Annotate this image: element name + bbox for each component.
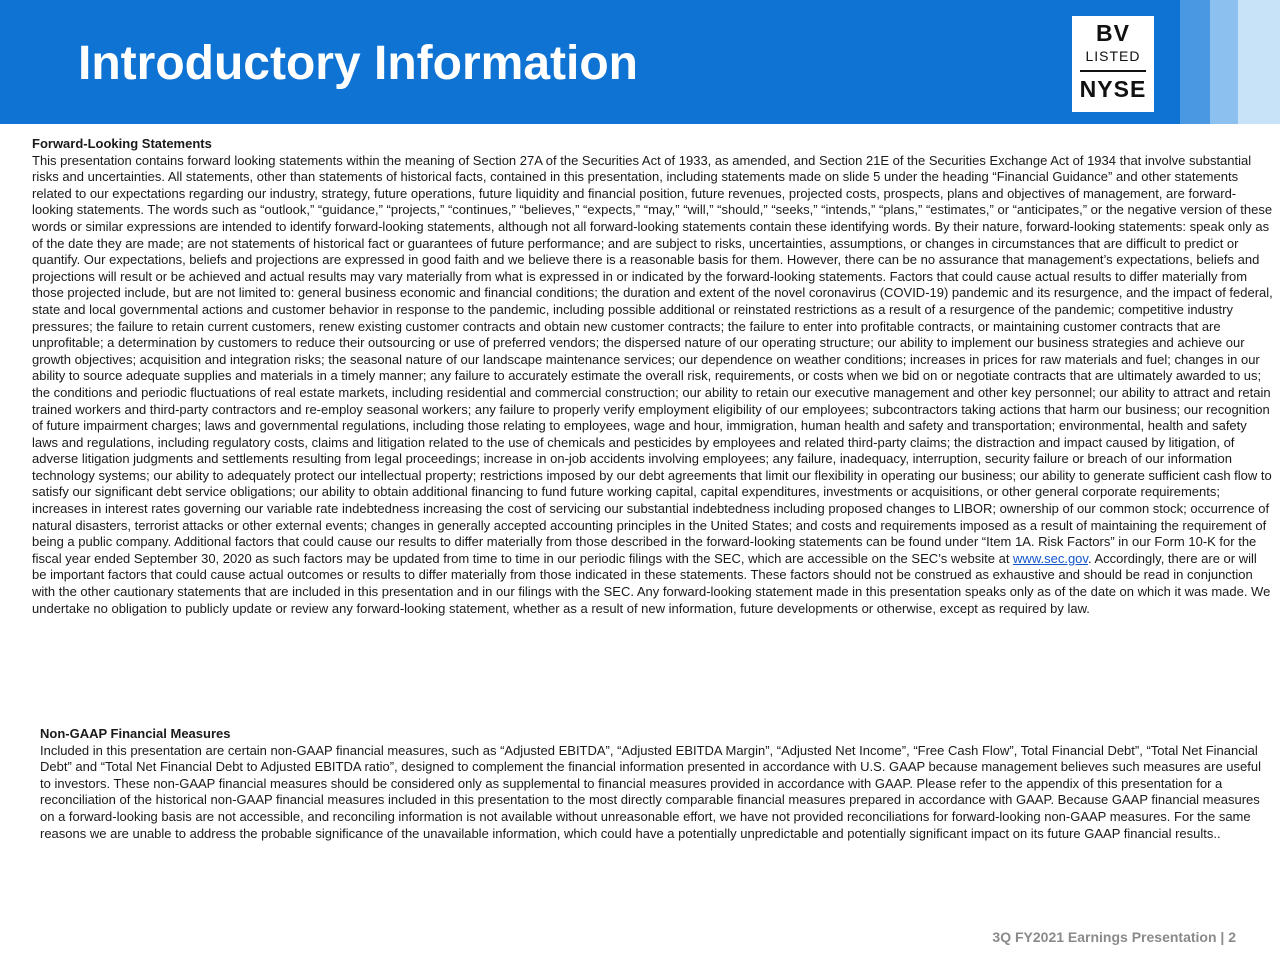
- logo-bv-text: BV: [1096, 20, 1130, 46]
- header-banner: [0, 0, 1280, 124]
- logo-nyse-text: NYSE: [1079, 76, 1147, 102]
- header-stripe-2: [1210, 0, 1238, 124]
- header-stripe-1: [1180, 0, 1210, 124]
- bv-nyse-logo: [1072, 16, 1154, 112]
- forward-looking-text-part2: . Accordingly, there are or will be important factors that could cause actual outcomes or results to differ materially from those indicated in these statements. These factors should not be construed as exhaustive and should be read in conjunction with the other cautionary statements that are included in this presentation and in our filings with the SEC. Any forward-looking statement made in this presentation speaks only as of the date on which it was made. We undertake no obligation to publicly update or review any forward-looking statement, whether as a result of new information, future developments or otherwise, except as required by law.: [32, 550, 1271, 616]
- sec-website-link[interactable]: www.sec.gov: [1013, 550, 1088, 566]
- non-gaap-body: Included in this presentation are certain non-GAAP financial measures, such as “Adjusted EBITDA”, “Adjusted EBITDA Margin”, “Adjusted Net Income”, “Free Cash Flow”, Total Financial Debt”, “Total Net Financial Debt” and “Total Net Financial Debt to Adjusted EBITDA ratio”, designed to complement the financial information presented in accordance with U.S. GAAP because management believes such measures are useful to investors. These non-GAAP financial measures should be considered only as supplemental to financial measures provided in accordance with GAAP. Please refer to the appendix of this presentation for a reconciliation of the historical non-GAAP financial measures included in this presentation to the most directly comparable financial measures prepared in accordance with GAAP. Because GAAP financial measures on a forward-looking basis are not accessible, and reconciling information is not available without unreasonable effort, we have not provided reconciliations for forward-looking non-GAAP measures. For the same reasons we are unable to address the probable significance of the unavailable information, which could have a potentially unpredictable and potentially significant impact on its future GAAP financial results..: [40, 742, 1261, 841]
- header-stripe-3: [1238, 0, 1280, 124]
- logo-listed-text: LISTED: [1085, 48, 1141, 64]
- forward-looking-section: [32, 136, 1274, 617]
- logo-divider: [1080, 70, 1146, 72]
- non-gaap-section: [40, 726, 1272, 842]
- forward-looking-body: [32, 153, 1274, 618]
- page-title: Introductory Information: [78, 37, 638, 90]
- forward-looking-text-part1: This presentation contains forward looking statements within the meaning of Section 27A of the Securities Act of 1933, as amended, and Section 21E of the Securities Exchange Act of 1934 that involve substantial risks and uncertainties. All statements, other than statements of historical facts, contained in this presentation, including statements made on slide 5 under the heading “Financial Guidance” and other statements related to our expectations regarding our industry, strategy, future operations, future liquidity and financial position, future revenues, projected costs, prospects, plans and objectives of management, are forward-looking statements. The words such as “outlook,” “guidance,” “projects,” “continues,” “believes,” “expects,” “may,” “will,” “should,” “seeks,” “intends,” “plans,” “estimates,” or “anticipates,” or the negative version of these words or similar expressions are intended to identify forward-looking statements, although not all forward-looking statements contain these identifying words. By their nature, forward-looking statements: speak only as of the date they are made; are not statements of historical fact or guarantees of future performance; and are subject to risks, uncertainties, assumptions, or changes in circumstances that are difficult to predict or quantify. Our expectations, beliefs and projections are expressed in good faith and we believe there is a reasonable basis for them. However, there can be no assurance that management’s expectations, beliefs and projections will result or be achieved and actual results may vary materially from what is expressed in or indicated by the forward-looking statements. Factors that could cause actual results to differ materially from those projected include, but are not limited to: general business economic and financial conditions; the duration and extent of the novel coronavirus (COVID-19) pandemic and its resurgence, and the impact of federal, state and local governmental actions and customer behavior in response to the pandemic, including possible additional or reinstated restrictions as a result of a resurgence of the pandemic; competitive industry pressures; the failure to retain current customers, renew existing customer contracts and obtain new customer contracts; the failure to enter into profitable contracts, or maintaining customer contracts that are unprofitable; a determination by customers to reduce their outsourcing or use of preferred vendors; the dispersed nature of our operating structure; our ability to implement our business strategies and achieve our growth objectives; acquisition and integration risks; the seasonal nature of our landscape maintenance services; our dependence on weather conditions; increases in prices for raw materials and fuel; changes in our ability to source adequate supplies and materials in a timely manner; any failure to accurately estimate the overall risk, requirements, or costs when we bid on or negotiate contracts that are ultimately awarded to us; the conditions and periodic fluctuations of real estate markets, including residential and commercial construction; our ability to retain our executive management and other key personnel; our ability to attract and retain trained workers and third-party contractors and re-employ seasonal workers; any failure to properly verify employment eligibility of our employees; subcontractors taking actions that harm our business; our recognition of future impairment charges; laws and governmental regulations, including those relating to employees, wage and hour, immigration, human health and safety and transportation; environmental, health and safety laws and regulations, including regulatory costs, claims and litigation related to the use of chemicals and pesticides by employees and related third-party claims; the distraction and impact caused by litigation, of adverse litigation judgments and settlements resulting from legal proceedings; increase in on-job accidents involving employees; any failure, inadequacy, interruption, security failure or breach of our information technology systems; our ability to adequately protect our intellectual property; restrictions imposed by our debt agreements that limit our flexibility in operating our business; our ability to generate sufficient cash flow to satisfy our significant debt service obligations; our ability to obtain additional financing to fund future working capital, capital expenditures, investments or acquisitions, or other general corporate requirements; increases in interest rates governing our variable rate indebtedness increasing the cost of servicing our substantial indebtedness including proposed changes to LIBOR; ownership of our common stock; occurrence of natural disasters, terrorist attacks or other external events; changes in generally accepted accounting principles in the United States; and costs and requirements imposed as a result of maintaining the requirement of being a public company. Additional factors that could cause our results to differ materially from those described in the forward-looking statements can be found under “Item 1A. Risk Factors” in our Form 10-K for the fiscal year ended September 30, 2020 as such factors may be updated from time to time in our periodic filings with the SEC, which are accessible on the SEC’s website at: [32, 152, 1273, 566]
- footer-page-label: 3Q FY2021 Earnings Presentation | 2: [992, 929, 1236, 945]
- non-gaap-heading: Non-GAAP Financial Measures: [40, 726, 231, 741]
- forward-looking-heading: Forward-Looking Statements: [32, 136, 212, 151]
